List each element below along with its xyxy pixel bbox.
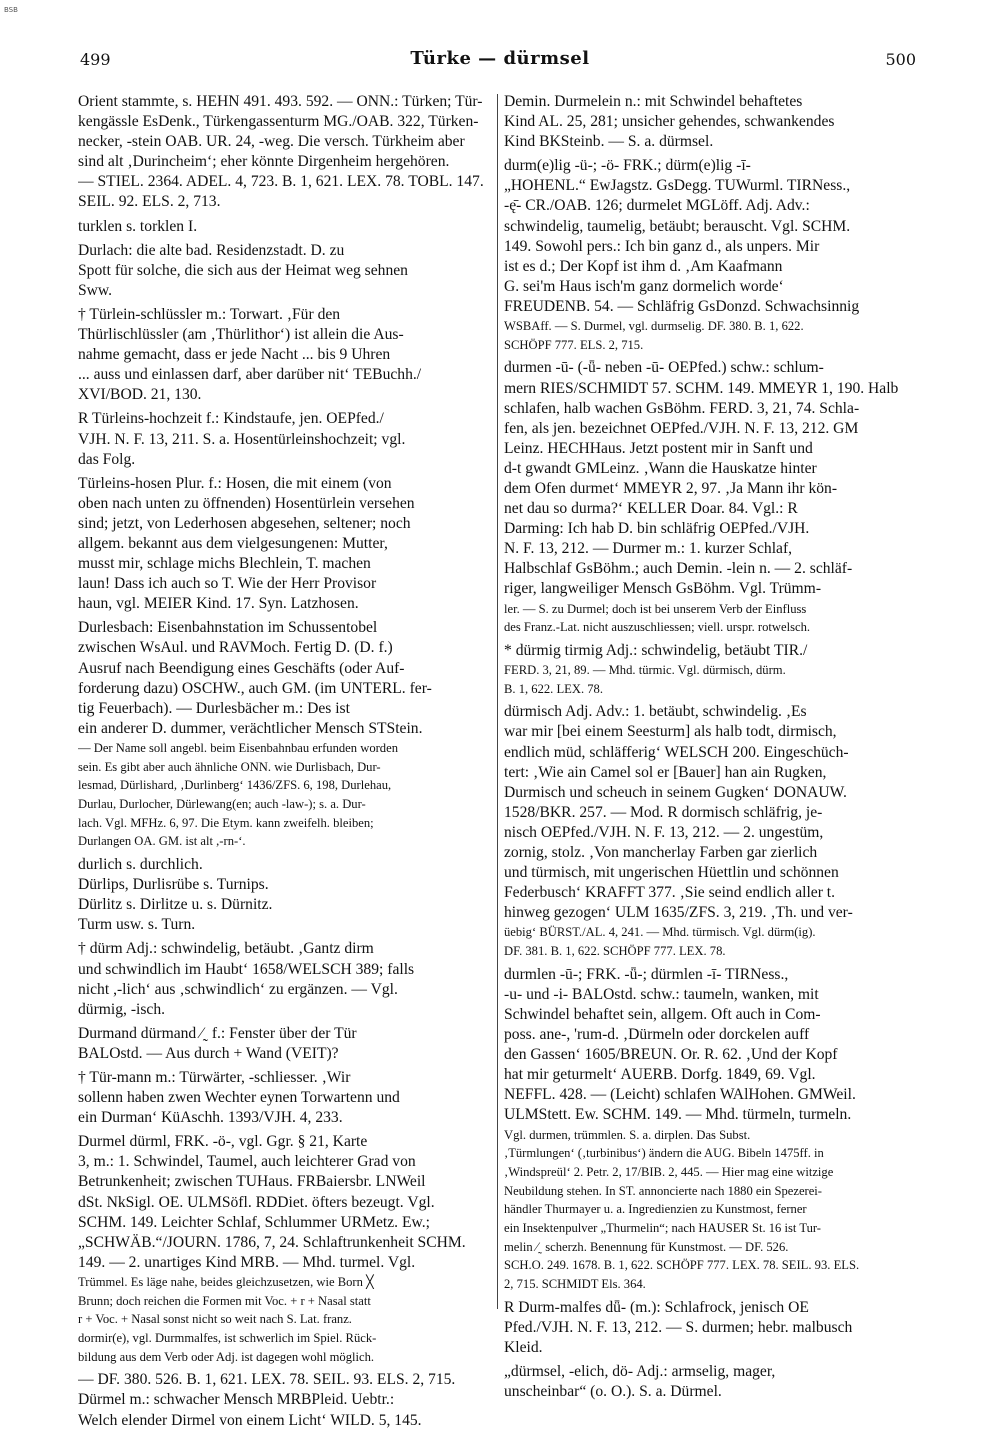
text-line: Kind BKSteinb. — S. a. dürmsel. — [504, 133, 714, 151]
text-line: riger, langweiliger Mensch GsBöhm. Vgl. Trümm- — [504, 580, 822, 598]
text-line: nahme gemacht, dass er jede Nacht ... bis 9 Uhren — [78, 346, 391, 364]
text-line: 1528/BKR. 257. — Mod. R dormisch schläfrig, je- — [504, 803, 823, 821]
text-line: Spott für solche, die sich aus der Heimat weg sehnen — [78, 261, 408, 279]
text-line: laun! Dass ich auch so T. Wie der Herr Provisor — [78, 575, 377, 593]
text-line: forderung dazu) OSCHW., auch GM. (im UNTERL. fer- — [78, 679, 432, 697]
text-line: sind; jetzt, von Lederhosen abgesehen, seltener; noch — [78, 514, 411, 532]
text-line: durmen -ū- (-ǖ- neben -ū- OEPfed.) schw.: schlum- — [504, 359, 824, 377]
text-line: melin ⁄˷ scherzh. Benennung für Kunstmost. — DF. 526. — [504, 1239, 789, 1254]
text-line: B. 1, 622. LEX. 78. — [504, 681, 603, 696]
text-line: ‚Türmlungen‘ (‚turbinibus‘) ändern die AUG. Bibeln 1475ff. in — [504, 1146, 824, 1161]
right-column — [504, 92, 916, 1401]
text-line: dürmisch Adj. Adv.: 1. betäubt, schwindelig. ‚Es — [504, 703, 807, 721]
text-line: WSBAff. — S. Durmel, vgl. durmselig. DF. 380. B. 1, 622. — [504, 319, 804, 334]
text-line: N. F. 13, 212. — Durmer m.: 1. kurzer Schlaf, — [504, 540, 793, 558]
text-line: und türmisch, mit ungerischen Hüettlin und schönnen — [504, 864, 839, 882]
text-line: ein anderer D. dummer, verächtlicher Mensch STStein. — [78, 719, 423, 737]
text-line: Turm usw. s. Turn. — [78, 916, 196, 934]
text-line: „SCHWÄB.“/JOURN. 1786, 7, 24. Schlaftrunkenheit SCHM. — [78, 1233, 466, 1251]
left-column — [78, 92, 492, 1429]
text-line: FERD. 3, 21, 89. — Mhd. türmic. Vgl. dürmisch, dürm. — [504, 663, 786, 677]
page-number-left: 499 — [80, 50, 111, 69]
text-line: musst mir, schlage michs Blechlein, T. machen — [78, 555, 371, 573]
text-line: schwindelig, taumelig, betäubt; berauscht. Vgl. SCHM. — [504, 217, 851, 235]
text-line: Dürmel m.: schwacher Mensch MRBPleid. Uebtr.: — [78, 1391, 395, 1409]
text-line: R Durm-malfes dǖ- (m.): Schlafrock, jenisch OE — [504, 1298, 809, 1316]
text-line: Kind AL. 25, 281; unsicher gehendes, schwankendes — [504, 113, 835, 131]
text-line: und schwindlich im Haubt‘ 1658/WELSCH 389; falls — [78, 960, 415, 978]
text-line: Durmisch und scheuch in seinem Gugken‘ DONAUW. — [504, 783, 847, 801]
text-line: hinweg gezogen‘ ULM 1635/ZFS. 3, 219. ‚Th. und ver- — [504, 904, 853, 922]
text-line: den Gassen‘ 1605/BREUN. Or. R. 62. ‚Und der Kopf — [504, 1046, 838, 1064]
text-line: Thürlischlüssler (am ‚Thürlithor‘) ist allein die Aus- — [78, 326, 404, 344]
text-line: Neubildung stehen. In ST. annoncierte nach 1880 ein Spezerei- — [504, 1183, 823, 1198]
text-line: 3, m.: 1. Schwindel, Taumel, auch leichterer Grad von — [78, 1153, 416, 1171]
text-line: necker, -stein OAB. UR. 24, -weg. Die versch. Türkheim aber — [78, 133, 465, 151]
library-stamp: BSB — [4, 6, 18, 14]
text-line: ULMStett. Ew. SCHM. 149. — Mhd. türmeln, turmeln. — [504, 1106, 852, 1124]
text-line: — Der Name soll angebl. beim Eisenbahnbau erfunden worden — [78, 740, 398, 755]
text-line: tert: ‚Wie ain Camel sol er [Bauer] han ain Rugken, — [504, 763, 827, 781]
text-line: BALOstd. — Aus durch + Wand (VEIT)? — [78, 1044, 339, 1062]
text-line: Durlangen OA. GM. ist alt ,-rn-‘. — [78, 834, 246, 849]
text-line: üebig‘ BÜRST./AL. 4, 241. — Mhd. türmisch. Vgl. dürm(ig). — [504, 925, 816, 940]
text-line: Trümmel. Es läge nahe, beides gleichzusetzen, wie Born ╳ — [78, 1274, 374, 1289]
text-line: Dürlips, Durlisrübe s. Turnips. — [78, 876, 269, 894]
text-line: R Türleins-hochzeit f.: Kindstaufe, jen. OEPfed./ — [78, 410, 384, 428]
text-line: Darming: Ich hab D. bin schläfrig OEPfed./VJH. — [504, 520, 810, 538]
text-line: sollenn haben zwen Wechter eynen Torwartenn und — [78, 1089, 400, 1107]
page-number-right: 500 — [885, 50, 916, 69]
text-line: zornig, stolz. ‚Von mancherlay Farben gar zierlich — [504, 844, 818, 862]
text-line: G. sei'm Haus isch'm ganz dormelich worde‘ — [504, 277, 784, 295]
text-line: „dürmsel, -elich, dö- Adj.: armselig, mager, — [504, 1363, 776, 1380]
text-line: Durlach: die alte bad. Residenzstadt. D. zu — [78, 241, 345, 259]
text-line: ein Durman‘ KüAschh. 1393/VJH. 4, 233. — [78, 1109, 343, 1127]
text-line: 149. — 2. unartiges Kind MRB. — Mhd. turmel. Vgl. — [78, 1253, 416, 1271]
text-line: VJH. N. F. 13, 211. S. a. Hosentürleinshochzeit; vgl. — [78, 430, 406, 448]
text-line: † dürm Adj.: schwindelig, betäubt. ‚Gantz dirm — [78, 940, 374, 958]
text-line: Demin. Durmelein n.: mit Schwindel behaftetes — [504, 93, 803, 110]
text-line: Brunn; doch reichen die Formen mit Voc. + r + Nasal statt — [78, 1293, 371, 1308]
text-line: durm(e)lig -ü-; -ö- FRK.; dürm(e)lig -ī- — [504, 157, 751, 175]
text-line: dormir(e), vgl. Durmmalfes, ist schwerlich im Spiel. Rück- — [78, 1330, 377, 1345]
text-line: Leinz. HECHHaus. Jetzt postent mir in Sanft und — [504, 439, 813, 457]
text-line: dürmig, -isch. — [78, 1000, 166, 1018]
text-line: schlafen, halb wachen GsBöhm. FERD. 3, 21, 74. Schla- — [504, 399, 860, 417]
text-line: — DF. 380. 526. B. 1, 621. LEX. 78. SEIL. 93. ELS. 2, 715. — [78, 1371, 456, 1389]
text-line: † Türlein-schlüssler m.: Torwart. ‚Für den — [78, 305, 341, 323]
text-line: haun, vgl. MEIER Kind. 17. Syn. Latzhosen. — [78, 595, 359, 613]
text-line: Kleid. — [504, 1338, 543, 1356]
text-line: XVI/BOD. 21, 130. — [78, 386, 202, 404]
text-line: Schwindel behaftet sein, allgem. Oft auch in Com- — [504, 1005, 821, 1023]
text-line: SCHM. 149. Leichter Schlaf, Schlummer URMetz. Ew.; — [78, 1213, 430, 1231]
text-line: nicht ,-lich‘ aus ‚schwindlich‘ zu ergänzen. — Vgl. — [78, 980, 398, 998]
text-line: nisch OEPfed./VJH. N. F. 13, 212. — 2. ungestüm, — [504, 823, 824, 841]
text-line: Dürlitz s. Dirlitze u. s. Dürnitz. — [78, 896, 273, 914]
text-line: endlich müd, schläfferig‘ WELSCH 200. Eingeschüch- — [504, 743, 849, 761]
text-line: ist es d.; Der Kopf ist ihm d. ‚Am Kaafmann — [504, 257, 783, 275]
text-line: turklen s. torklen I. — [78, 217, 198, 235]
text-line: Pfed./VJH. N. F. 13, 212. — S. durmen; hebr. malbusch — [504, 1318, 853, 1336]
text-line: 2, 715. SCHMIDT Els. 364. — [504, 1277, 646, 1292]
text-line: zwischen WsAul. und RAVMoch. Fertig D. (D. f.) — [78, 639, 393, 657]
text-line: lach. Vgl. MFHz. 6, 97. Die Etym. kann zweifelh. bleiben; — [78, 815, 374, 830]
text-line: kengässle EsDenk., Türkengassenturm MG./OAB. 322, Türken- — [78, 113, 479, 131]
text-line: durmlen -ū-; FRK. -ǖ-; dürmlen -ī- TIRNess., — [504, 965, 789, 983]
text-line: SCH.O. 249. 1678. B. 1, 622. SCHÖPF 777. LEX. 78. SEIL. 93. ELS. — [504, 1258, 860, 1273]
text-line: Federbusch‘ KRAFFT 377. ‚Sie seind endlich aller t. — [504, 884, 836, 902]
column-divider — [497, 94, 498, 1309]
text-line: lesmad, Dürlishard, ‚Durlinberg‘ 1436/ZFS. 6, 198, Durlehau, — [78, 778, 392, 793]
text-line: des Franz.-Lat. nicht auszuschliessen; viell. urspr. rotwelsch. — [504, 620, 811, 635]
text-line: oben nach unten zu öffnenden) Hosentürlein versehen — [78, 494, 415, 512]
text-line: Durmel dürml, FRK. -ö-, vgl. Ggr. § 21, Karte — [78, 1133, 368, 1151]
text-line: † Tür-mann m.: Türwärter, -schliesser. ‚Wir — [78, 1068, 351, 1086]
text-line: „HOHENL.“ EwJagstz. GsDegg. TUWurml. TIRNess., — [504, 177, 851, 195]
text-line: FREUDENB. 54. — Schläfrig GsDonzd. Schwachsinnig — [504, 297, 860, 315]
text-line: ‚Windspreül‘ 2. Petr. 2, 17/BIB. 2, 445. — Hier mag eine witzige — [504, 1164, 834, 1179]
text-line: Vgl. durmen, trümmlen. S. a. dirplen. Das Subst. — [504, 1127, 751, 1142]
text-line: DF. 381. B. 1, 622. SCHÖPF 777. LEX. 78. — [504, 944, 726, 959]
text-line: war mir [bei einem Seesturm] als halb todt, dirmisch, — [504, 723, 837, 741]
text-line: Durmand dürmand ⁄˷ f.: Fenster über der Tür — [78, 1024, 357, 1042]
text-line: händler Thurmayer u. a. Ingredienzien zu Kunstmost, ferner — [504, 1202, 807, 1217]
text-line: hat mir geturmelt‘ AUERB. Dorfg. 1849, 69. Vgl. — [504, 1066, 816, 1084]
text-line: Sww. — [78, 281, 113, 299]
text-line: * dürmig tirmig Adj.: schwindelig, betäubt TIR./ — [504, 641, 808, 659]
text-line: das Folg. — [78, 450, 136, 468]
text-line: Betrunkenheit; zwischen TUHaus. FRBaiersbr. LNWeil — [78, 1173, 426, 1191]
text-line: sein. Es gibt aber auch ähnliche ONN. wie Durlisbach, Dur- — [78, 759, 381, 774]
text-line: -ę̄- CR./OAB. 126; durmelet MGLöff. Adj. Adv.: — [504, 197, 810, 215]
text-line: SCHÖPF 777. ELS. 2, 715. — [504, 337, 644, 352]
text-line: dem Ofen durmet‘ MMEYR 2, 97. ‚Ja Mann ihr kön- — [504, 479, 838, 497]
text-line: bildung aus dem Verb oder Adj. ist dagegen wohl möglich. — [78, 1349, 375, 1364]
text-line: Welch elender Dirmel von einem Licht‘ WILD. 5, 145. — [78, 1411, 422, 1429]
running-head: Türke — dürmsel — [410, 48, 590, 69]
text-line: Türleins-hosen Plur. f.: Hosen, die mit einem (von — [78, 474, 392, 492]
text-line: Durlau, Durlocher, Dürlewang(en; auch -law-); s. a. Dur- — [78, 796, 366, 811]
text-line: mern RIES/SCHMIDT 57. SCHM. 149. MMEYR 1, 190. Halb — [504, 379, 899, 397]
text-line: Durlesbach: Eisenbahnstation im Schussentobel — [78, 619, 378, 637]
text-line: 149. Sowohl pers.: Ich bin ganz d., als unpers. Mir — [504, 237, 820, 255]
text-line: — STIEL. 2364. ADEL. 4, 723. B. 1, 621. LEX. 78. TOBL. 147. — [78, 173, 484, 191]
text-line: net dau so durma?‘ KELLER Doar. 84. Vgl.: R — [504, 500, 798, 518]
text-line: ler. — S. zu Durmel; doch ist bei unserem Verb der Einfluss — [504, 601, 807, 616]
text-line: allgem. bekannt aus dem vielgesungenen: Mutter, — [78, 534, 388, 552]
text-line: tig Feuerbach). — Durlesbächer m.: Des ist — [78, 699, 350, 717]
text-line: dSt. NkSigl. OE. ULMSöfl. RDDiet. öfters bezeugt. Vgl. — [78, 1193, 435, 1211]
text-line: -u- und -i- BALOstd. schw.: taumeln, wanken, mit — [504, 985, 819, 1003]
text-line: durlich s. durchlich. — [78, 856, 203, 874]
text-line: fen, als jen. bezeichnet OEPfed./VJH. N. F. 13, 212. GM — [504, 419, 859, 437]
text-line: ein Insektenpulver „Thurmelin“; nach HAUSER St. 16 ist Tur- — [504, 1220, 822, 1235]
text-line: ... auss und einlassen darf, aber darüber nit‘ TEBuchh./ — [78, 366, 422, 384]
text-line: NEFFL. 428. — (Leicht) schlafen WAlHohen. GMWeil. — [504, 1086, 856, 1104]
text-line: Orient stammte, s. HEHN 491. 493. 592. — ONN.: Türken; Tür- — [78, 93, 483, 110]
text-line: r + Voc. + Nasal sonst nicht so weit nach S. Lat. franz. — [78, 1312, 352, 1327]
text-line: d-t gwandt GMLeinz. ‚Wann die Hauskatze hinter — [504, 459, 817, 477]
text-line: poss. ane-, 'rum-d. ‚Dürmeln oder dorckelen auff — [504, 1026, 810, 1044]
text-line: sind alt ‚Durincheim‘; eher könnte Dirgenheim hergehören. — [78, 153, 450, 171]
text-line: Halbschlaf GsBöhm.; auch Demin. -lein n. — 2. schläf- — [504, 560, 853, 578]
text-line: SEIL. 92. ELS. 2, 713. — [78, 193, 221, 211]
text-line: unscheinbar“ (o. O.). S. a. Dürmel. — [504, 1383, 722, 1401]
text-line: Ausruf nach Beendigung eines Geschäfts (oder Auf- — [78, 659, 405, 677]
